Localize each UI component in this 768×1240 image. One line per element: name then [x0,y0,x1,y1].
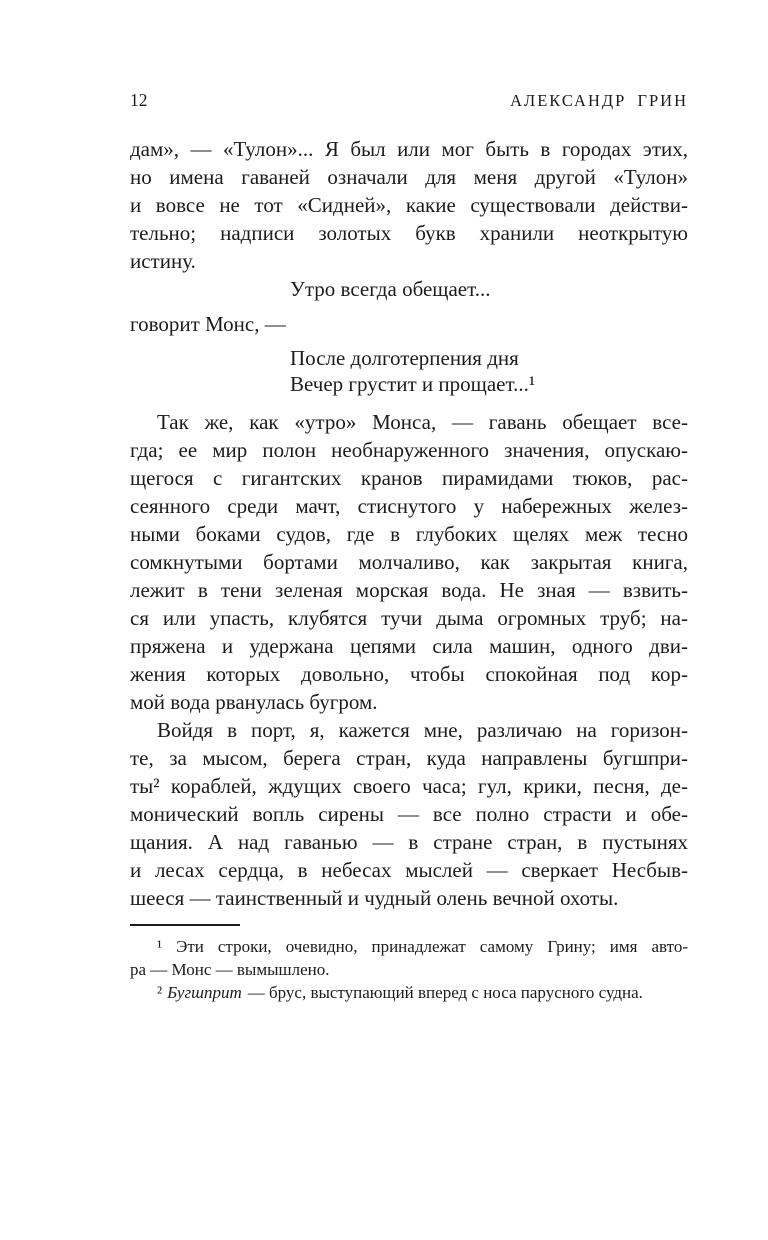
footnote-marker: ² [157,983,163,1002]
text-line: истину. [130,249,196,273]
page-number: 12 [130,90,148,110]
footnotes-section [130,924,688,1004]
page-body [130,135,688,912]
text-line: и вовсе не тот «Сидней», какие существовали действи- [130,193,688,217]
text-line: гда; ее мир полон необнаруженного значения, опускаю- [130,438,688,462]
text-line: жения которых довольно, чтобы спокойная под кор- [130,662,688,686]
footnote-line: ¹ Эти строки, очевидно, принадлежат самому Грину; имя авто- [157,937,688,956]
text-line: сеянного среди мачт, стиснутого у набережных желез- [130,494,688,518]
footnote-divider [130,924,240,926]
paragraph-1 [130,135,688,275]
text-line: ся или упасть, клубятся тучи дыма огромных труб; на- [130,606,688,630]
text-line: монический вопль сирены — все полно страсти и обе- [130,802,688,826]
text-line: сомкнутыми бортами молчаливо, как закрытая книга, [130,550,688,574]
text-line: тельно; надписи золотых букв хранили неоткрытую [130,221,688,245]
text-line: лежит в тени зеленая морская вода. Не зная — взвить- [130,578,688,602]
verse-quote-2 [290,345,688,397]
paragraph-2 [130,408,688,716]
text-line: щания. А над гаванью — в стране стран, в пустынях [130,830,688,854]
footnote-line [130,981,688,1004]
running-title: АЛЕКСАНДР ГРИН [510,91,688,110]
text-line: и лесах сердца, в небесах мыслей — сверкает Несбыв- [130,858,688,882]
text-line: щегося с гигантских кранов пирамидами тюков, рас- [130,466,688,490]
text-line: Так же, как «утро» Монса, — гавань обещает все- [157,410,688,434]
footnote-line: ра — Монс — вымышлено. [130,960,330,979]
speaker-line: говорит Монс, — [130,312,286,336]
verse-quote-1 [290,275,688,303]
page-header [130,90,688,111]
verse-line: Утро всегда обещает... [290,277,491,301]
verse-line: После долготерпения дня [290,346,519,370]
text-line: пряжена и удержана цепями сила машин, одного дви- [130,634,688,658]
text-line: Войдя в порт, я, кажется мне, различаю на горизон- [157,718,688,742]
text-line: мой вода рванулась бугром. [130,690,378,714]
text-line: ты² кораблей, ждущих своего часа; гул, крики, песня, де- [130,774,688,798]
footnote-term: Бугшприт [167,983,242,1002]
verse-line: Вечер грустит и прощает...¹ [290,372,536,396]
footnote-text: — брус, выступающий вперед с носа парусного судна. [247,983,643,1002]
text-line: шееся — таинственный и чудный олень вечной охоты. [130,886,619,910]
footnote-2 [130,981,688,1004]
text-line: ными боками судов, где в глубоких щелях меж тесно [130,522,688,546]
footnote-1 [130,935,688,981]
text-line: те, за мысом, берега стран, куда направлены бугшпри- [130,746,688,770]
paragraph-3 [130,716,688,912]
text-line: но имена гаваней означали для меня другой «Тулон» [130,165,688,189]
text-line: дам», — «Тулон»... Я был или мог быть в городах этих, [130,137,688,161]
